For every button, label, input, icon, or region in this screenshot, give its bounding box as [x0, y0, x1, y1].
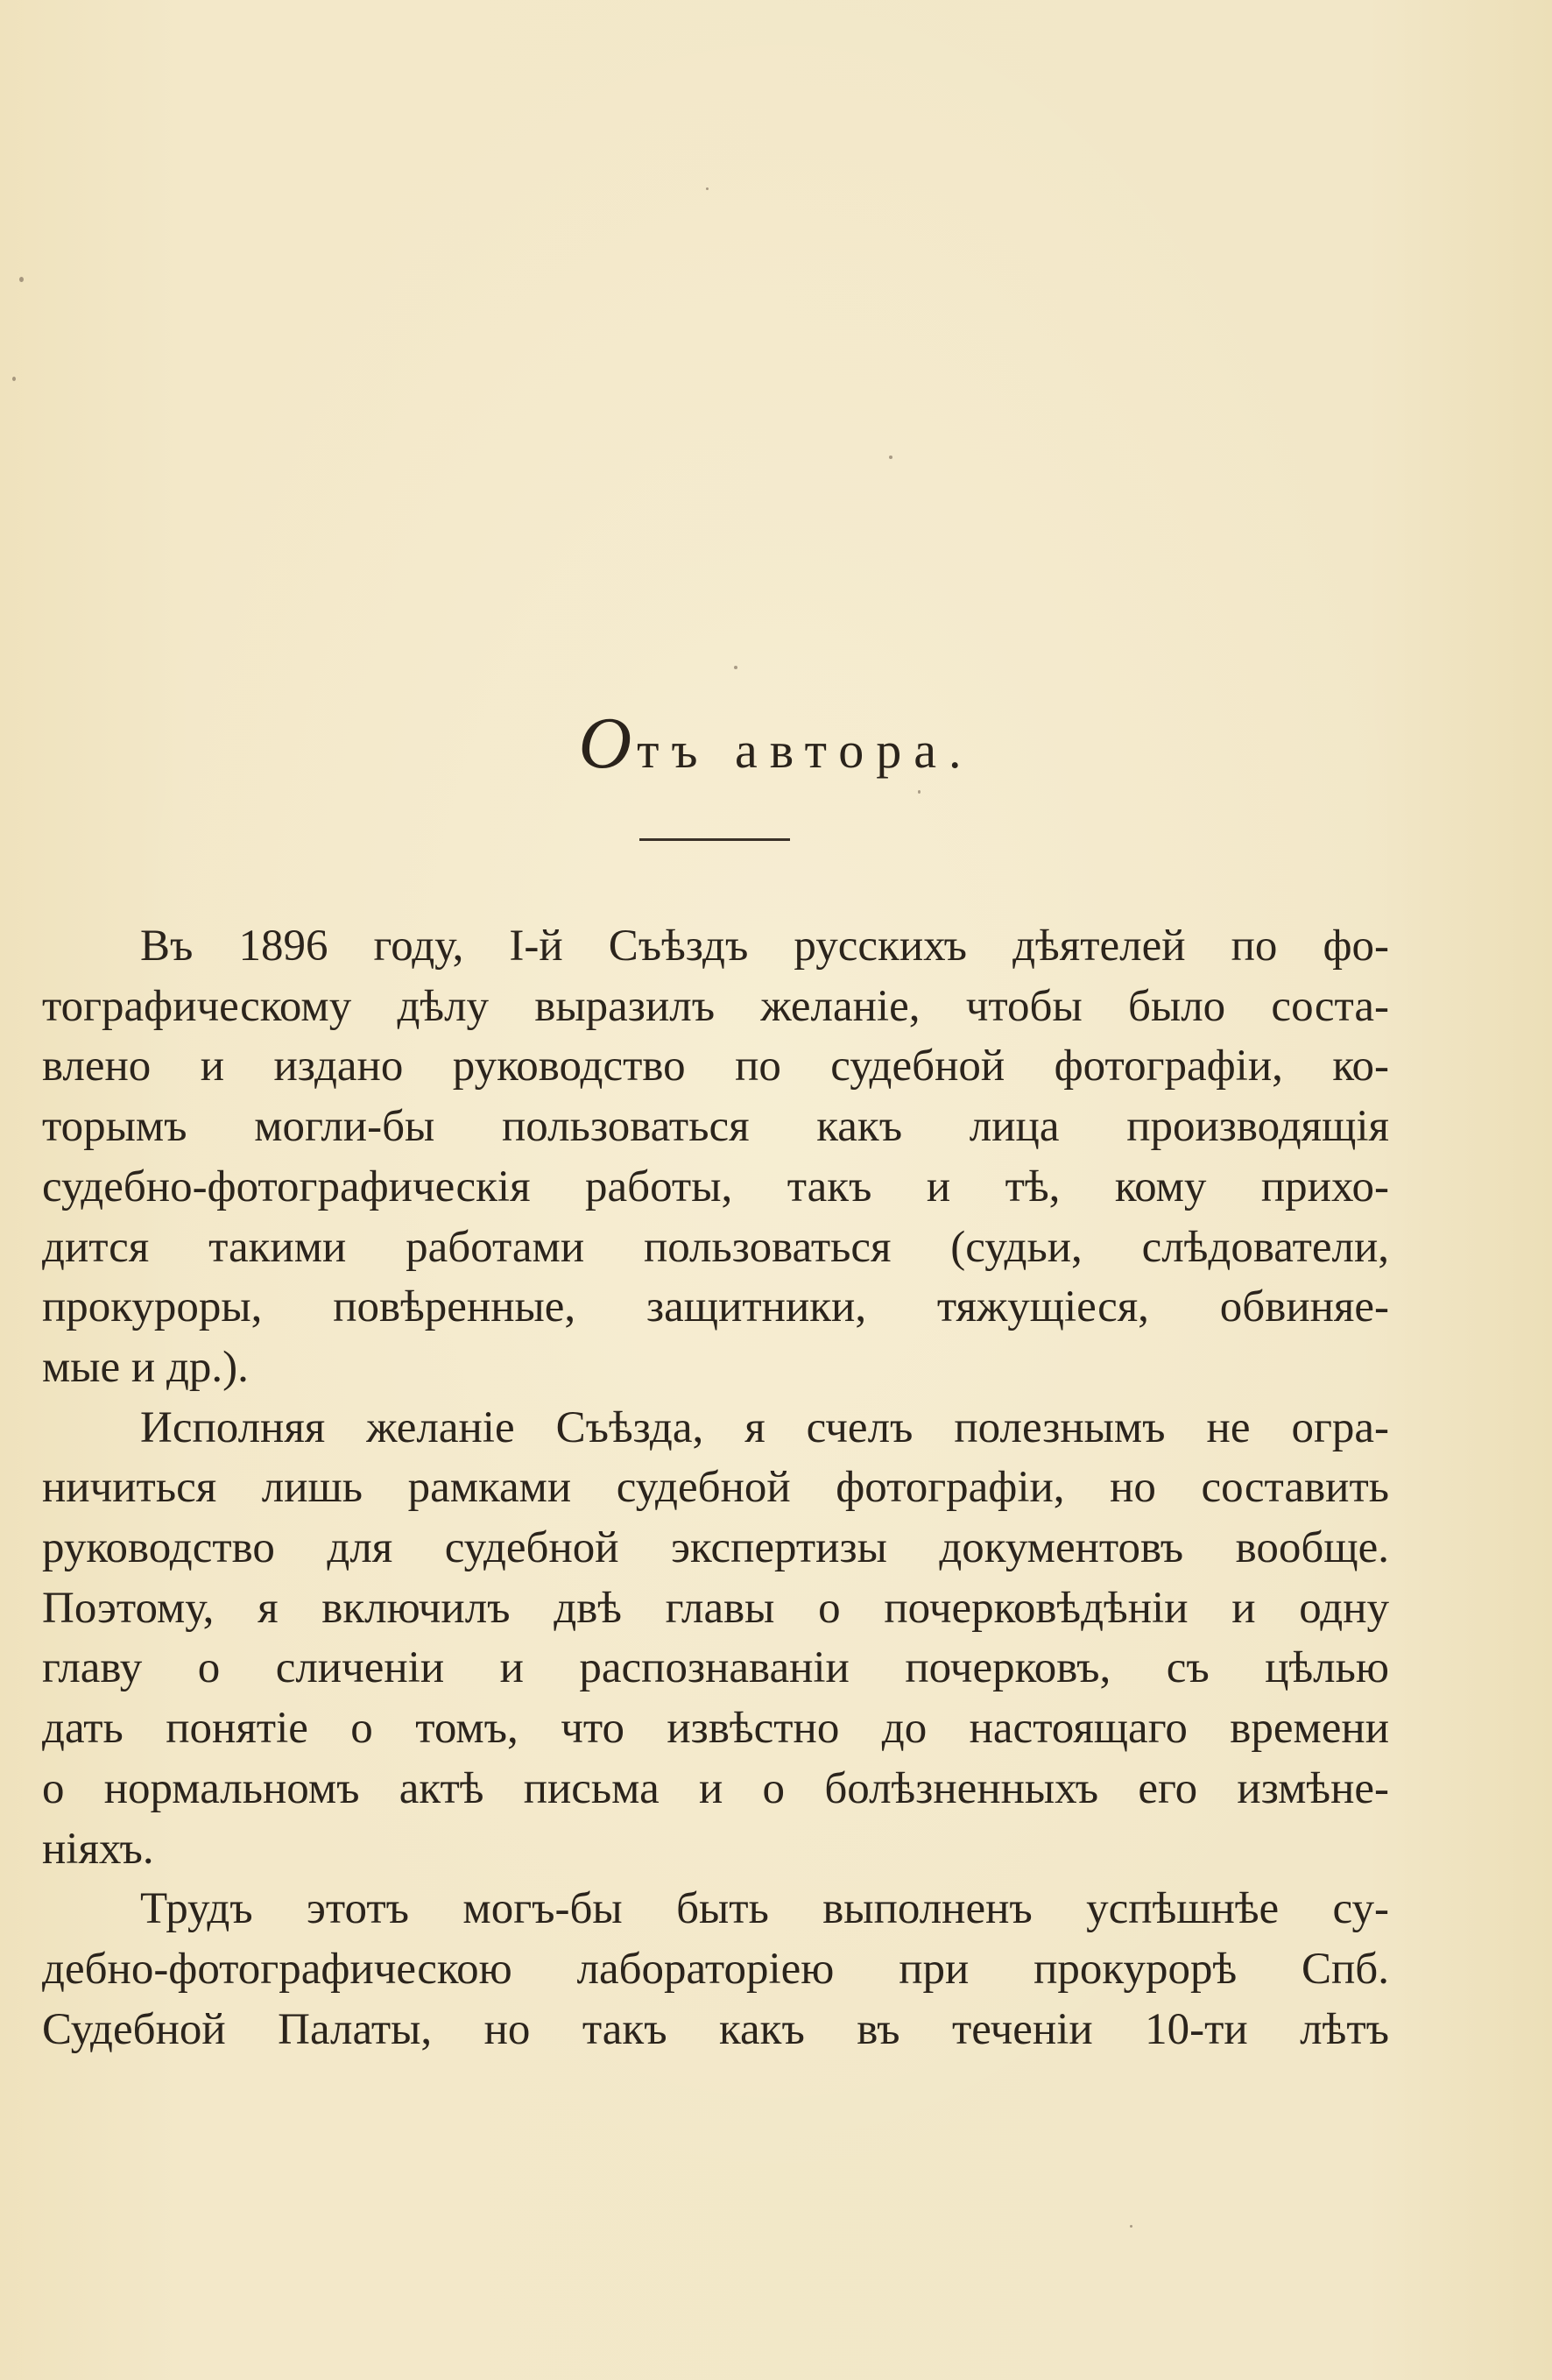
title-divider [639, 838, 790, 841]
text-line: влено и издано руководство по судебной фотографіи, ко- [42, 1042, 1389, 1091]
text-line: ніяхъ. [42, 1824, 154, 1874]
title-initial: О [578, 703, 638, 784]
paper-speck [918, 790, 921, 794]
text-line: прокуроры, повѣренные, защитники, тяжущіеся, обвиняе- [42, 1282, 1389, 1332]
text-line: мые и др.). [42, 1342, 249, 1392]
chapter-title [0, 701, 1552, 786]
text-line: дебно-фотографическою лабораторіею при прокурорѣ Спб. [42, 1944, 1389, 1994]
paper-speck [1130, 2225, 1132, 2228]
paper-speck [889, 456, 892, 459]
text-line: тографическому дѣлу выразилъ желаніе, чтобы было соста- [42, 981, 1389, 1031]
paper-speck [734, 666, 737, 669]
text-line: Въ 1896 году, І-й Съѣздъ русскихъ дѣятелей по фо- [140, 922, 1389, 971]
text-line: Трудъ этотъ могъ-бы быть выполненъ успѣшнѣе су- [140, 1884, 1389, 1934]
text-line: главу о сличеніи и распознаваніи почерковъ, съ цѣлью [42, 1643, 1389, 1693]
text-line: о нормальномъ актѣ письма и о болѣзненныхъ его измѣне- [42, 1763, 1389, 1813]
text-line: Судебной Палаты, но такъ какъ въ теченіи 10-ти лѣтъ [42, 2004, 1389, 2054]
text-line: дать понятіе о томъ, что извѣстно до настоящаго времени [42, 1704, 1389, 1754]
text-line: ничиться лишь рамками судебной фотографіи, но составить [42, 1463, 1389, 1513]
text-line: Поэтому, я включилъ двѣ главы о почерковѣдѣніи и одну [42, 1583, 1389, 1633]
title-rest: тъ автора. [637, 722, 974, 779]
paper-speck [706, 187, 709, 190]
body-text [42, 916, 1389, 2059]
paper-speck [12, 377, 16, 381]
text-line: руководство для судебной экспертизы документовъ вообще. [42, 1523, 1389, 1573]
paper-speck [19, 277, 24, 282]
text-line: Исполняя желаніе Съѣзда, я счелъ полезнымъ не огра- [140, 1402, 1389, 1452]
text-line: торымъ могли-бы пользоваться какъ лица производящія [42, 1102, 1389, 1152]
text-line: дится такими работами пользоваться (судьи, слѣдователи, [42, 1222, 1389, 1272]
text-line: судебно-фотографическія работы, такъ и тѣ, кому прихо- [42, 1162, 1389, 1211]
